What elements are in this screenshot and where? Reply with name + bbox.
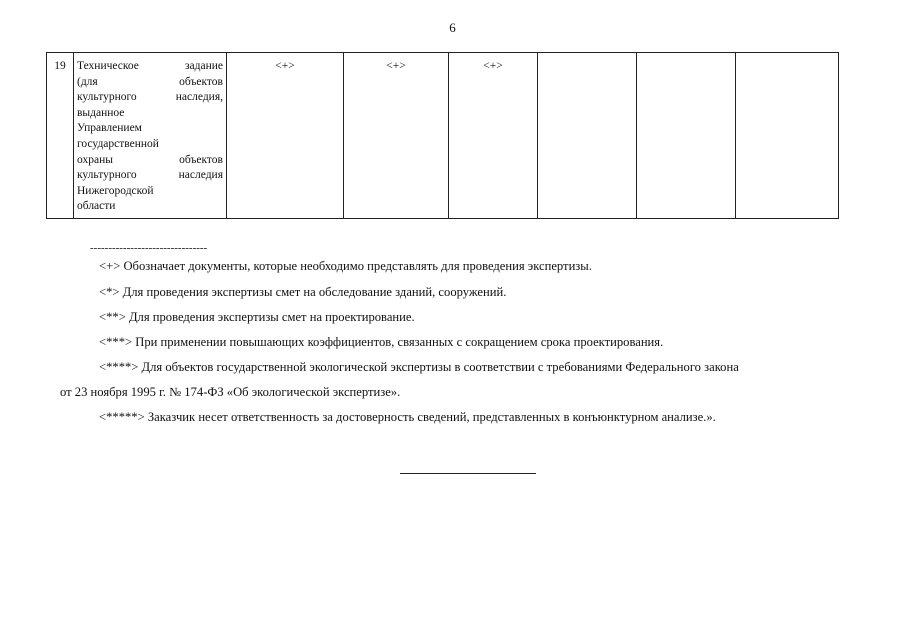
footnote-item: <+> Обозначает документы, которые необходимо представлять для проведения экспертизы. [99,259,592,273]
description-line: государственной [77,137,159,150]
mark-cell: <+> [449,53,538,219]
mark-cell [736,53,839,219]
footnote-item: от 23 ноября 1995 г. № 174-ФЗ «Об экологической экспертизе». [60,385,401,399]
description-line: выданное [77,106,125,119]
mark-cell [538,53,637,219]
footnote-item: <**> Для проведения экспертизы смет на проектирование. [99,310,415,324]
footnote-item: <****> Для объектов государственной экологической экспертизы в соответствии с требованиями Федерального закона [99,360,739,374]
footnote-item: <*****> Заказчик несет ответственность за достоверность сведений, представленных в конъюнктурном анализе.». [99,410,716,424]
table-row [47,53,839,219]
mark-cell: <+> [344,53,449,219]
end-rule [400,473,536,474]
description-line: культурного наследия, [77,91,223,104]
mark-cell: <+> [227,53,344,219]
document-table [46,52,839,219]
row-number-cell: 19 [47,53,74,219]
description-line: Нижегородской [77,184,154,197]
footnote-item: <***> При применении повышающих коэффициентов, связанных с сокращением срока проектирования. [99,335,664,349]
footnote-separator: -------------------------------- [90,242,208,254]
description-line: охраны объектов [77,153,223,166]
description-line: культурного наследия [77,169,223,182]
page-number: 6 [449,20,456,35]
description-line: Управлением [77,122,142,135]
footnote-item: <*> Для проведения экспертизы смет на обследование зданий, сооружений. [99,285,507,299]
description-line: (для объектов [77,75,223,88]
description-line: области [77,200,116,213]
mark-cell [637,53,736,219]
row-description-cell [74,53,227,219]
description-line: Техническое задание [77,60,223,72]
